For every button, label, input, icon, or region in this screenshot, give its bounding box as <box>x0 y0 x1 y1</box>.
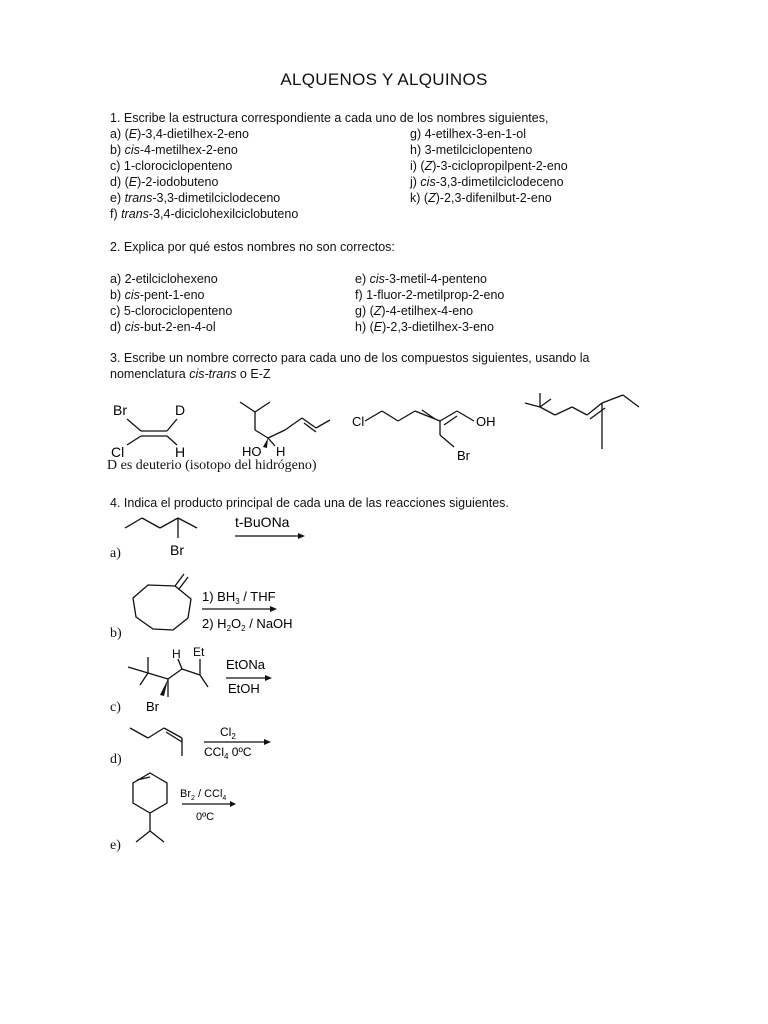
q3-note: D es deuterio (isotopo del hidrógeno) <box>107 458 317 473</box>
q3-s2-ho: HO <box>242 444 262 459</box>
q4b-reagent-2: 2) $H_2O_2$ / NaOH <box>202 616 293 633</box>
list-item: f) 1-fluor-2-metilprop-2-eno <box>355 288 505 302</box>
list-item: e) trans-3,3-dimetilciclodeceno <box>110 191 281 205</box>
q1-intro: 1. Escribe la estructura correspondiente a cada uno de los nombres siguientes, <box>110 111 549 125</box>
q4-intro: 4. Indica el producto principal de cada una de las reacciones siguientes. <box>110 496 509 510</box>
list-item: a) 2-etilciclohexeno <box>110 272 218 286</box>
list-item: i) (Z)-3-ciclopropilpent-2-eno <box>410 159 568 173</box>
q4b-reaction <box>120 570 320 640</box>
q4e-reaction <box>120 768 250 848</box>
q4d-reaction <box>120 718 280 763</box>
q2-left-list <box>110 271 232 335</box>
list-item: c) 5-clorociclopenteno <box>110 304 233 318</box>
q4a-reaction <box>120 510 320 570</box>
list-item: c) 1-clorociclopenteno <box>110 159 233 173</box>
page-title: ALQUENOS Y ALQUINOS <box>280 70 488 89</box>
q4d-label: d) <box>110 752 122 767</box>
q2-intro: 2. Explica por qué estos nombres no son correctos: <box>110 240 395 254</box>
q4c-label: c) <box>110 700 121 715</box>
list-item: h) (E)-2,3-dietilhex-3-eno <box>355 320 494 334</box>
q3-structure-1 <box>105 395 205 465</box>
list-item: b) cis-pent-1-eno <box>110 288 205 302</box>
list-item: f) trans-3,4-diciclohexilciclobuteno <box>110 207 299 221</box>
list-item: h) 3-metilciclopenteno <box>410 143 533 157</box>
q3-s3-cl: Cl <box>352 414 365 429</box>
list-item: g) 4-etilhex-3-en-1-ol <box>410 127 527 141</box>
q4c-reagent-2: EtOH <box>228 681 260 696</box>
q1-left-list <box>110 126 298 222</box>
q2-right-list <box>355 271 504 335</box>
q4c-reagent-1: EtONa <box>226 657 266 672</box>
q4e-reagent-1: $Br_2 / CCl_4$ <box>180 788 227 802</box>
list-item: e) cis-3-metil-4-penteno <box>355 272 488 286</box>
q1-right-list <box>410 126 568 206</box>
q4c-reaction <box>120 645 280 720</box>
list-item: d) (E)-2-iodobuteno <box>110 175 219 189</box>
q4d-reagent-1: $Cl_2$ <box>220 725 236 741</box>
q4c-et: Et <box>193 645 205 659</box>
q3-structure-3 <box>350 385 500 465</box>
q4a-br: Br <box>170 542 184 558</box>
q4e-label: e) <box>110 838 121 853</box>
q3-structure-4 <box>515 385 650 460</box>
q4c-h: H <box>172 647 181 661</box>
q3-s1-br: Br <box>113 402 127 418</box>
list-item: b) cis-4-metilhex-2-eno <box>110 143 238 157</box>
q4b-reagent-1: 1) $BH_3$ / THF <box>202 589 276 606</box>
q3-s3-br: Br <box>457 448 470 463</box>
q4a-reagent: t-BuONa <box>235 514 290 530</box>
q3-s1-h: H <box>175 444 186 460</box>
list-item: j) cis-3,3-dimetilciclodeceno <box>410 175 564 189</box>
q3-s1-d: D <box>175 402 186 418</box>
q3-structure-2 <box>230 390 340 462</box>
q4c-br: Br <box>146 699 159 714</box>
q3-s1-cl: Cl <box>111 444 125 460</box>
list-item: d) cis-but-2-en-4-ol <box>110 320 216 334</box>
list-item: a) (E)-3,4-dietilhex-2-eno <box>110 127 249 141</box>
q3-s2-h: H <box>276 444 286 459</box>
q4b-label: b) <box>110 626 122 641</box>
q4d-reagent-2: CCl$_4$ 0ºC <box>204 745 252 761</box>
list-item: g) (Z)-4-etilhex-4-eno <box>355 304 474 318</box>
q4a-label: a) <box>110 546 121 561</box>
list-item: k) (Z)-2,3-difenilbut-2-eno <box>410 191 552 205</box>
q3-s3-oh: OH <box>476 414 496 429</box>
q3-intro-line2: nomenclatura cis-trans o E-Z <box>110 367 271 381</box>
q3-intro: 3. Escribe un nombre correcto para cada uno de los compuestos siguientes, usando la <box>110 351 590 365</box>
q4e-reagent-2: 0ºC <box>196 811 215 823</box>
